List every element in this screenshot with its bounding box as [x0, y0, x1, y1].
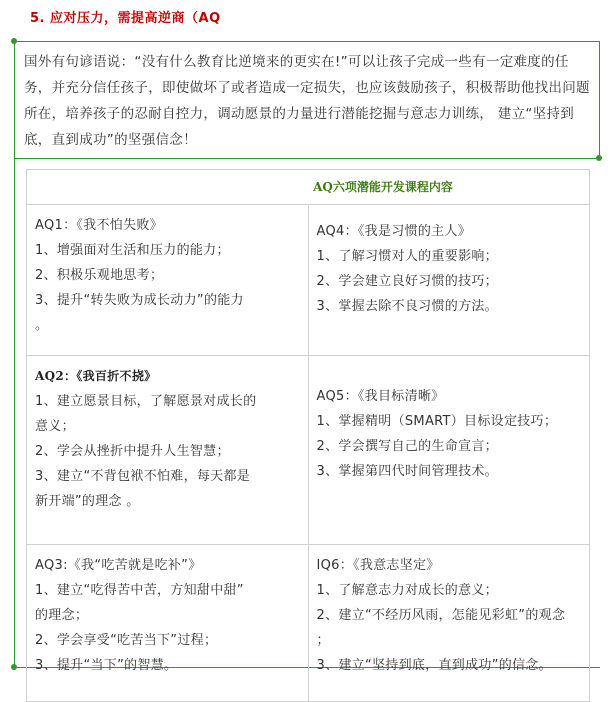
course-line: 2、学会享受“吃苦当下”过程； — [35, 633, 218, 648]
course-line: 2、建立“不经历风雨，怎能见彩虹”的观念 — [316, 608, 566, 623]
course-line: ； — [316, 633, 330, 648]
course-line: 1、了解习惯对人的重要影响； — [316, 249, 498, 264]
frame-top-rule — [14, 41, 600, 42]
course-line: 1、了解意志力对成长的意义； — [316, 583, 498, 598]
frame-corner-dot-right — [596, 155, 602, 161]
course-heading: AQ1：《我不怕失败》 — [35, 218, 163, 233]
frame-right-rule — [599, 41, 600, 158]
course-heading: AQ5：《我目标清晰》 — [316, 389, 445, 404]
table-title: AQ六项潜能开发课程内容 — [27, 170, 590, 205]
course-cell-aq3 — [27, 545, 309, 702]
table-row — [27, 356, 590, 545]
course-cell-aq5 — [308, 356, 590, 545]
course-cell-aq2 — [27, 356, 309, 545]
aq-course-table — [26, 169, 590, 702]
course-heading: AQ2：《我百折不挠》 — [35, 369, 157, 383]
table-row — [27, 545, 590, 702]
course-line: 1、掌握精明（SMART）目标设定技巧； — [316, 414, 558, 429]
course-line: 2、学会建立良好习惯的技巧； — [316, 274, 498, 289]
course-line: 2、学会从挫折中提升人生智慧； — [35, 444, 230, 459]
course-line: 1、建立“吃得苦中苦，方知甜中甜” — [35, 583, 244, 598]
course-line: 3、提升“转失败为成长动力”的能力 — [35, 293, 244, 308]
course-line: 2、学会撰写自己的生命宣言； — [316, 439, 498, 454]
frame-mid-rule — [14, 158, 600, 159]
frame-left-rule — [14, 41, 15, 667]
course-cell-aq4 — [308, 205, 590, 356]
course-line: 1、建立愿景目标，了解愿景对成长的 — [35, 394, 257, 409]
course-line: 3、掌握第四代时间管理技术。 — [316, 464, 498, 479]
intro-paragraph: 国外有句谚语说：“没有什么教育比逆境来的更实在!”可以让孩子完成一些有一定难度的任务，并充分信任孩子，即使做坏了或者造成一定损失，也应该鼓励孩子，积极帮助他找出问题所在，培养孩子的忍耐自控力，调动愿景的力量进行潜能挖掘与意志力训练， 建立“坚持到底，直到成功”的坚强信念！ — [24, 54, 590, 148]
course-line: 3、建立“不背包袱不怕难，每天都是 — [35, 469, 251, 484]
course-line: 的理念； — [35, 608, 89, 623]
frame-corner-dot-top — [11, 38, 17, 44]
course-line: 3、提升“当下”的智慧。 — [35, 658, 178, 673]
frame-corner-dot-bottom — [11, 664, 17, 670]
course-line: 1、增强面对生活和压力的能力； — [35, 243, 230, 258]
course-heading: AQ4：《我是习惯的主人》 — [316, 224, 472, 239]
course-line: 。 — [35, 318, 49, 333]
course-cell-iq6 — [308, 545, 590, 702]
table-row — [27, 205, 590, 356]
course-line: 2、积极乐观地思考； — [35, 268, 164, 283]
course-line: 意义； — [35, 419, 75, 434]
course-heading: IQ6：《我意志坚定》 — [316, 558, 440, 573]
course-line: 3、掌握去除不良习惯的方法。 — [316, 299, 498, 314]
course-heading: AQ3:《我“吃苦就是吃补”》 — [35, 558, 202, 573]
section-heading: 5. 应对压力，需提高逆商（AQ — [30, 11, 221, 26]
course-cell-aq1 — [27, 205, 309, 356]
course-line: 3、建立“坚持到底，直到成功”的信念。 — [316, 658, 552, 673]
course-line: 新开端”的理念 。 — [35, 494, 140, 509]
